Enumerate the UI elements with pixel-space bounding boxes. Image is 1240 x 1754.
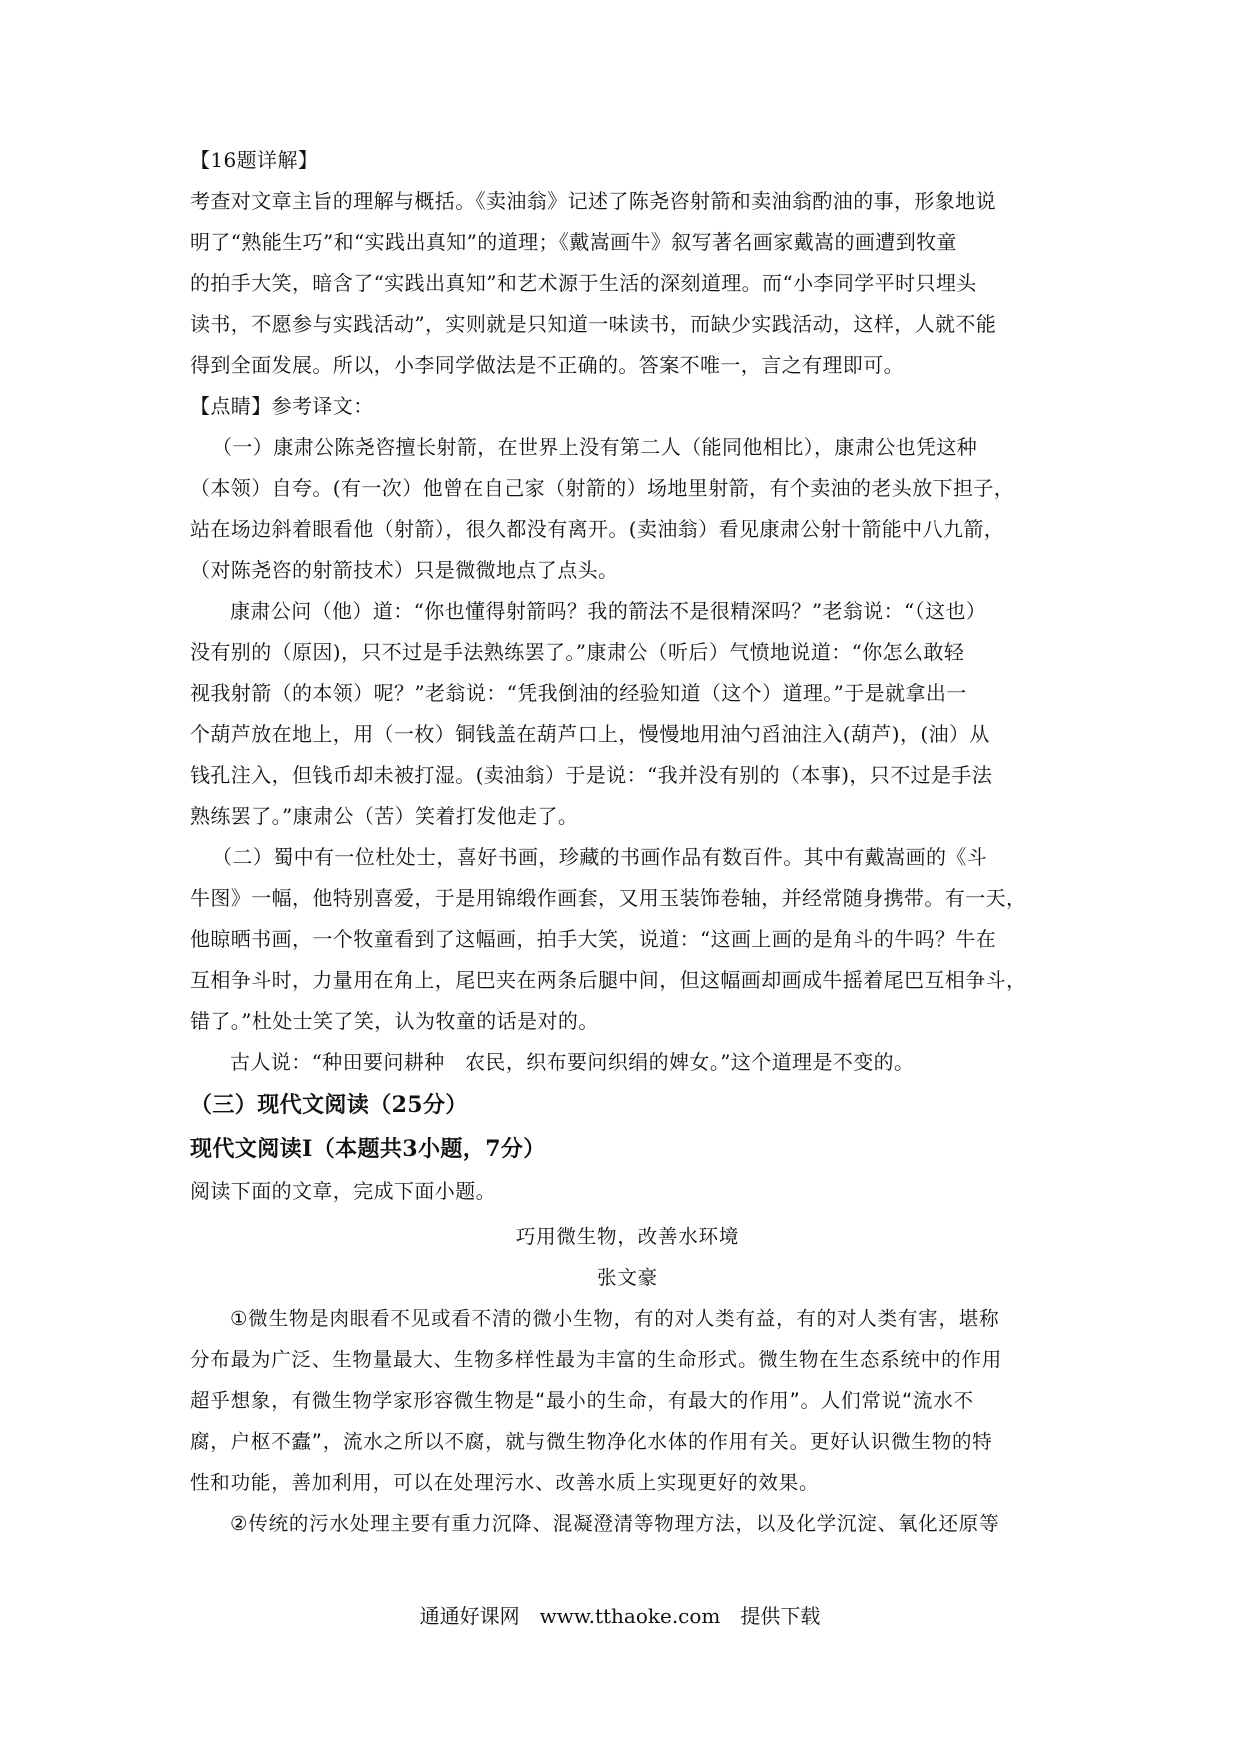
translation-paragraph-4: 古人说：“种田要问耕种 农民，织布要问织绢的婢女。”这个道理是不变的。 <box>230 1050 915 1074</box>
text-line: 得到全面发展。所以，小李同学做法是不正确的。答案不唯一，言之有理即可。 <box>190 353 904 377</box>
text-line: 性和功能，善加利用，可以在处理污水、改善水质上实现更好的效果。 <box>190 1471 820 1494</box>
article-title: 巧用微生物，改善水环境 <box>515 1225 740 1248</box>
text-line: 超乎想象，有微生物学家形容微生物是“最小的生命，有最大的作用”。人们常说“流水不 <box>190 1389 974 1412</box>
text-line: ①微生物是肉眼看不见或看不清的微小生物，有的对人类有益，有的对人类有害，堪称 <box>230 1307 1000 1330</box>
translation-paragraph-2 <box>190 591 1065 837</box>
text-line: 他晾晒书画，一个牧童看到了这幅画，拍手大笑，说道：“这画上画的是角斗的牛吗？牛在 <box>190 927 997 951</box>
article-paragraph-2: ②传统的污水处理主要有重力沉降、混凝澄清等物理方法，以及化学沉淀、氧化还原等 <box>230 1512 1000 1535</box>
text-line: 的拍手大笑，暗含了“实践出真知”和艺术源于生活的深刻道理。而“小李同学平时只埋头 <box>190 271 977 295</box>
translation-paragraph-3 <box>190 837 1065 1042</box>
text-line: 分布最为广泛、生物量最大、生物多样性最为丰富的生命形式。微生物在生态系统中的作用 <box>190 1348 1003 1371</box>
text-line: 熟练罢了。”康肃公（苦）笑着打发他走了。 <box>190 804 579 828</box>
text-line: （二）蜀中有一位杜处士，喜好书画，珍藏的书画作品有数百件。其中有戴嵩画的《斗 <box>212 845 988 869</box>
section3-heading: （三）现代文阅读（25分） <box>190 1092 468 1118</box>
text-line: 牛图》一幅，他特别喜爱，于是用锦缎作画套，又用玉装饰卷轴，并经常随身携带。有一天， <box>190 886 1027 910</box>
document-page <box>190 140 1065 1544</box>
section16-heading: 【16题详解】 <box>190 148 319 172</box>
dianjing-heading: 【点睛】参考译文： <box>190 394 374 418</box>
text-line: （本领）自夸。(有一次）他曾在自己家（射箭的）场地里射箭，有个卖油的老头放下担子， <box>190 476 1015 500</box>
text-line: 钱孔注入，但钱币却未被打湿。(卖油翁）于是说：“我并没有别的（本事)，只不过是手法 <box>190 763 993 787</box>
text-line: 错了。”杜处士笑了笑，认为牧童的话是对的。 <box>190 1009 599 1033</box>
text-line: 站在场边斜着眼看他（射箭），很久都没有离开。(卖油翁）看见康肃公射十箭能中八九箭， <box>190 517 1005 541</box>
text-line: （一）康肃公陈尧咨擅长射箭，在世界上没有第二人（能同他相比），康肃公也凭这种 <box>212 435 978 459</box>
section3-subheading: 现代文阅读Ⅰ（本题共3小题，7分） <box>190 1136 546 1162</box>
article-paragraph-1 <box>190 1298 1065 1503</box>
text-line: 视我射箭（的本领）呢？”老翁说：“凭我倒油的经验知道（这个）道理。”于是就拿出一 <box>190 681 967 705</box>
text-line: 没有别的（原因)，只不过是手法熟练罢了。”康肃公（听后）气愤地说道：“你怎么敢轻 <box>190 640 965 664</box>
reading-instruction: 阅读下面的文章，完成下面小题。 <box>190 1179 496 1203</box>
section16-body <box>190 181 1065 386</box>
text-line: 康肃公问（他）道：“你也懂得射箭吗？我的箭法不是很精深吗？”老翁说：“（这也） <box>230 599 987 623</box>
footer-download-note: 通通好课网 www.tthaoke.com 提供下载 <box>419 1604 821 1628</box>
text-line: 读书，不愿参与实践活动”，实则就是只知道一味读书，而缺少实践活动，这样，人就不能 <box>190 312 997 336</box>
text-line: （对陈尧咨的射箭技术）只是微微地点了点头。 <box>190 558 619 582</box>
text-line: 考查对文章主旨的理解与概括。《卖油翁》记述了陈尧咨射箭和卖油翁酌油的事，形象地说 <box>190 189 996 213</box>
translation-paragraph-1 <box>190 427 1065 591</box>
text-line: 腐，户枢不蠹”，流水之所以不腐，就与微生物净化水体的作用有关。更好认识微生物的特 <box>190 1430 993 1453</box>
text-line: 个葫芦放在地上，用（一枚）铜钱盖在葫芦口上，慢慢地用油勺舀油注入(葫芦)，(油）从 <box>190 722 990 746</box>
text-line: 互相争斗时，力量用在角上，尾巴夹在两条后腿中间，但这幅画却画成牛摇着尾巴互相争斗， <box>190 968 1027 992</box>
text-line: 明了“熟能生巧”和“实践出真知”的道理；《戴嵩画牛》叙写著名画家戴嵩的画遭到牧童 <box>190 230 957 254</box>
article-author: 张文豪 <box>597 1266 658 1289</box>
